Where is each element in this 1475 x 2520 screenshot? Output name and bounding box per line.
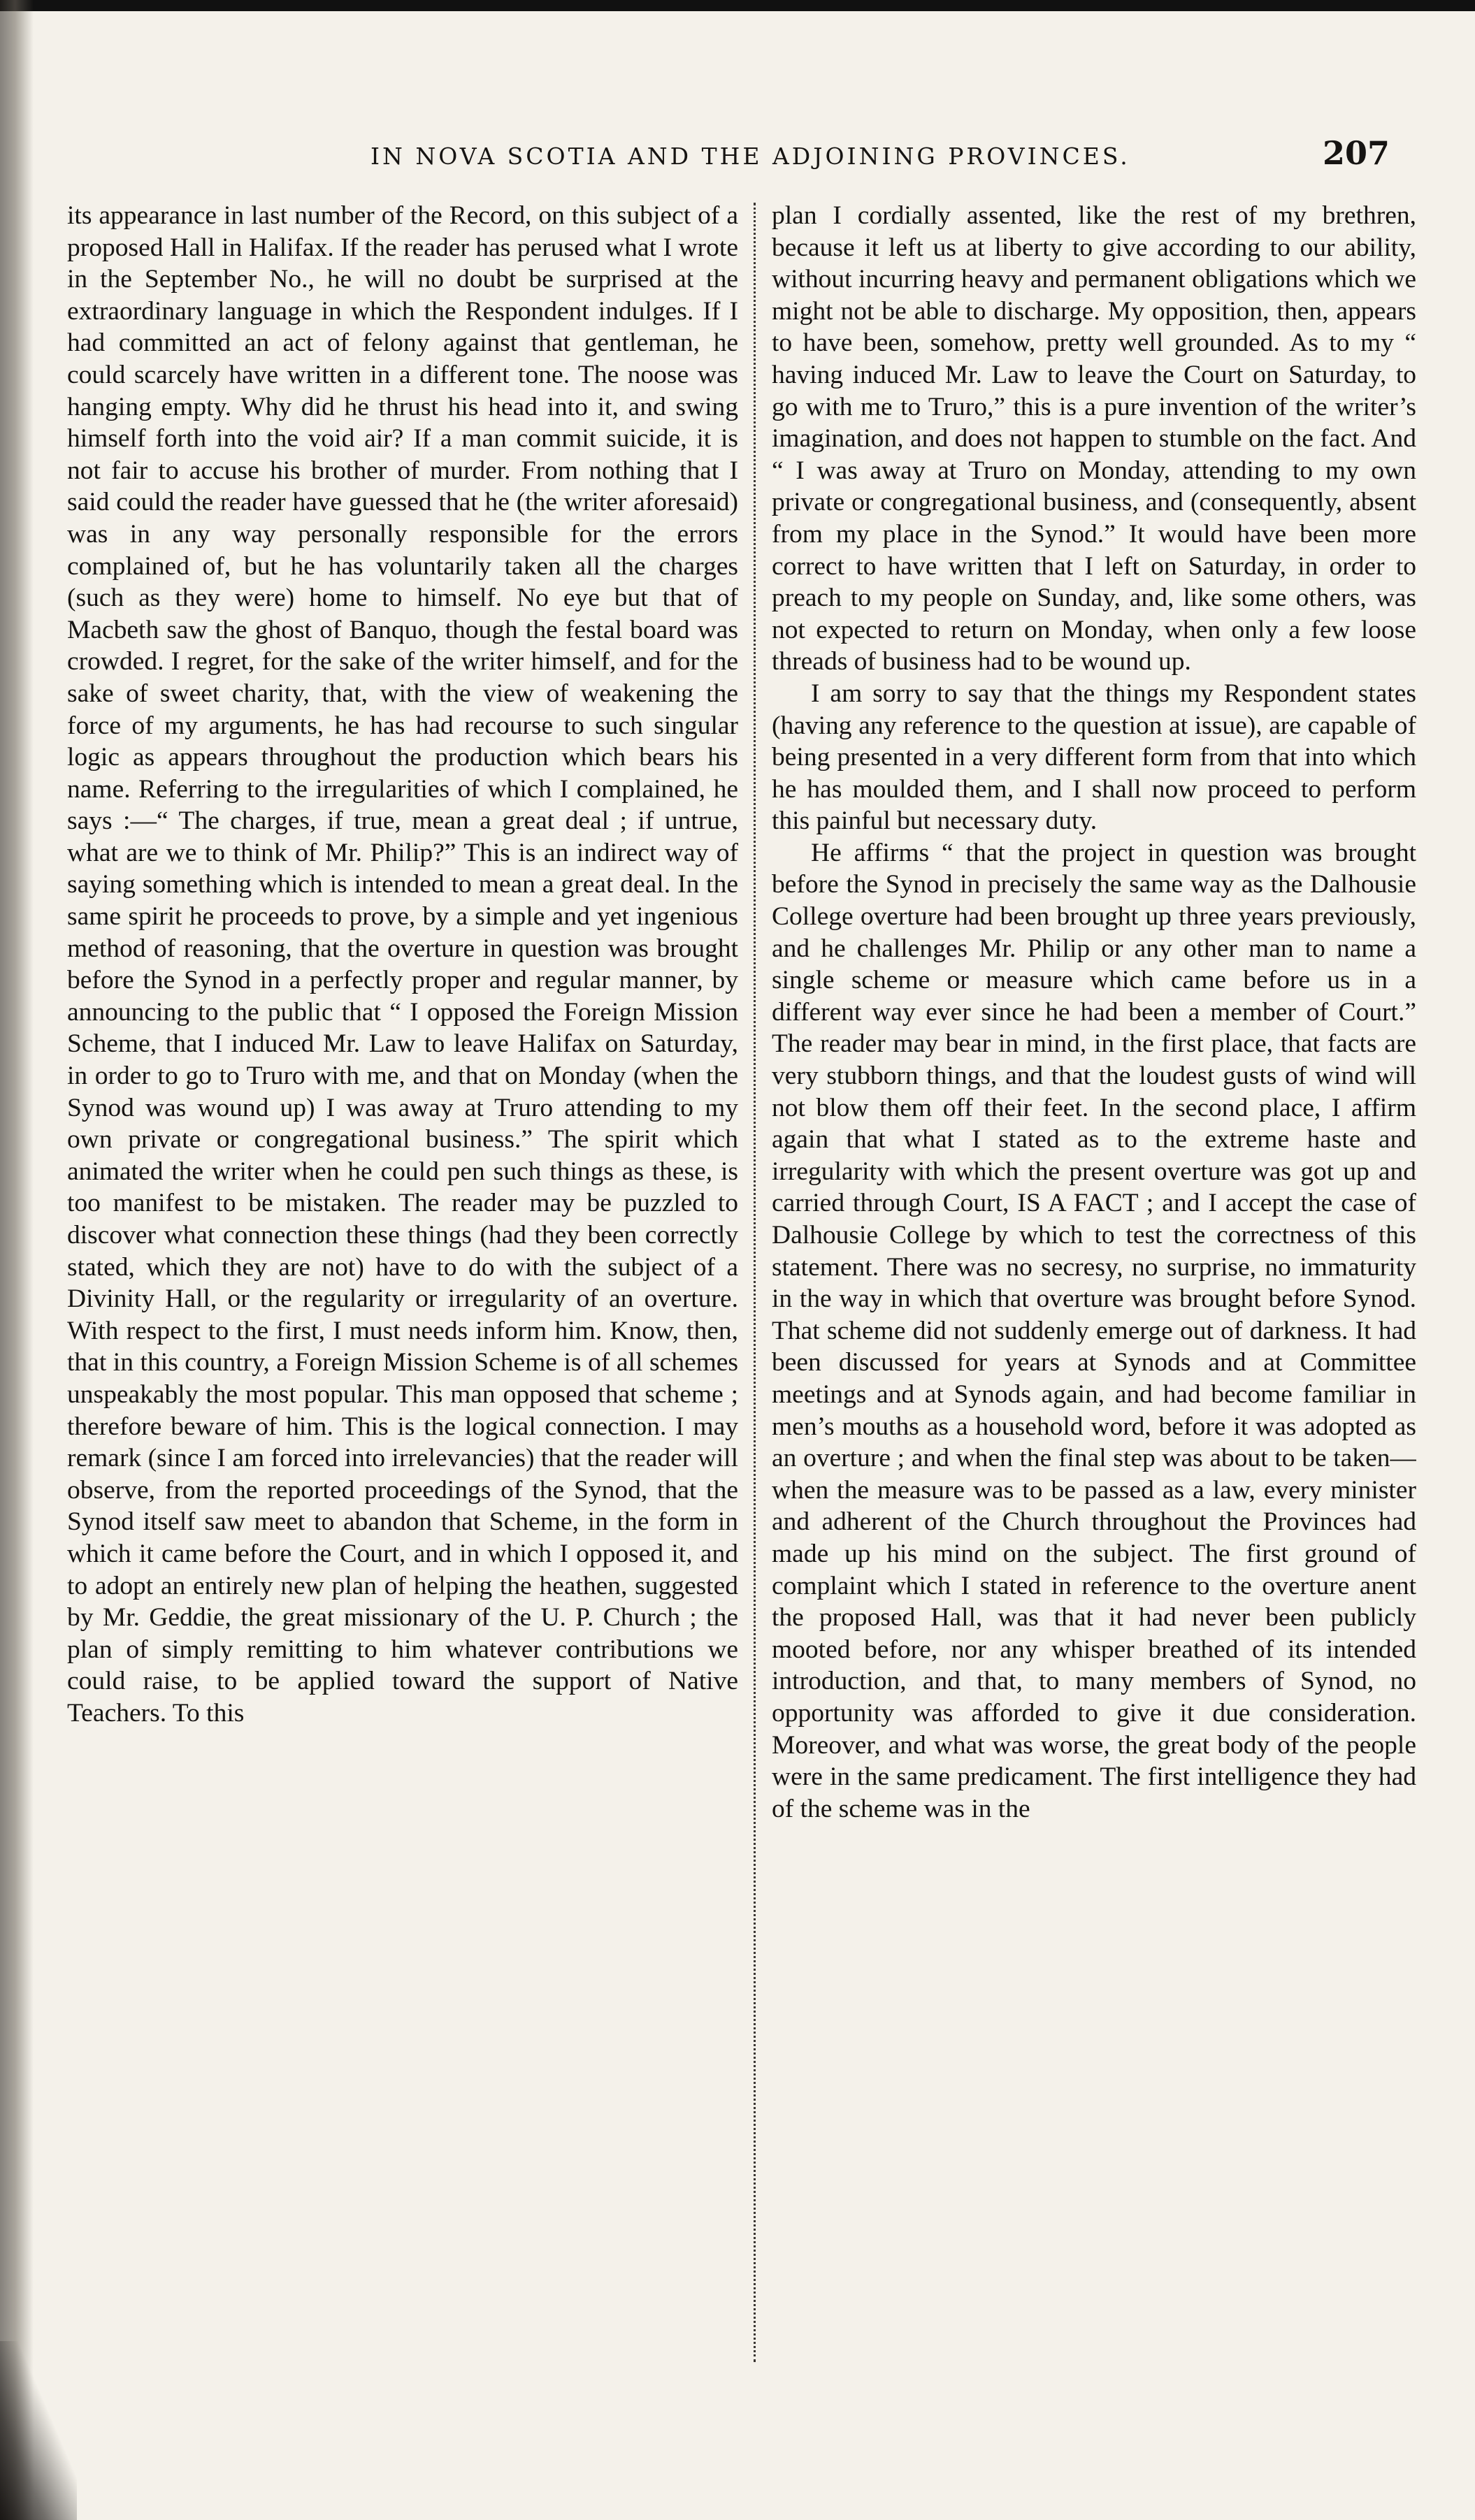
page-number: 207 <box>1322 134 1390 172</box>
top-rule <box>0 0 1475 11</box>
right-column <box>772 200 1416 2366</box>
paragraph: its appearance in last number of the Record, on this subject of a proposed Hall in Halifax. If the reader has perused what I wrote in the September No., he will no doubt be surprised at the extraordinary language in which the Respondent indulges. If I had committed an act of felony against that gentleman, he could scarcely have written in a different tone. The noose was hanging empty. Why did he thrust his head into it, and swing himself forth into the void air? If a man commit suicide, it is not fair to accuse his brother of murder. From nothing that I said could the reader have guessed that he (the writer aforesaid) was in any way personally responsible for the errors complained of, but he has voluntarily taken all the charges (such as they were) home to himself. No eye but that of Macbeth saw the ghost of Banquo, though the festal board was crowded. I regret, for the sake of the writer himself, and for the sake of sweet charity, that, with the view of weakening the force of my arguments, he has had recourse to such singular logic as appears throughout the production which bears his name. Referring to the irregularities of which I complained, he says :—“ The charges, if true, mean a great deal ; if untrue, what are we to think of Mr. Philip?” This is an indirect way of saying something which is intended to mean a great deal. In the same spirit he proceeds to prove, by a simple and yet ingenious method of reasoning, that the overture in question was brought before the Synod in a perfectly proper and regular manner, by announcing to the public that “ I opposed the Foreign Mission Scheme, that I induced Mr. Law to leave Halifax on Saturday, in order to go to Truro with me, and that on Monday (when the Synod was wound up) I was away at Truro attending to my own private or congregational business.” The spirit which animated the writer when he could pen such things as these, is too manifest to be mistaken. The reader may be puzzled to discover what connection these things (had they been correctly stated, which they are not) have to do with the subject of a Divinity Hall, or the regularity or irregularity of an overture. With respect to the first, I must needs inform him. Know, then, that in this country, a Foreign Mission Scheme is of all schemes unspeakably the most popular. This man opposed that scheme ; therefore beware of him. This is the logical connection. I may remark (since I am forced into irrelevancies) that the reader will observe, from the reported proceedings of the Synod, that the Synod itself saw meet to abandon that Scheme, in the form in which it came before the Court, and in which I opposed it, and to adopt an entirely new plan of helping the heathen, suggested by Mr. Geddie, the great missionary of the U. P. Church ; the plan of simply remitting to him whatever contributions we could raise, to be applied toward the support of Native Teachers. To this <box>67 201 738 1728</box>
paragraph: I am sorry to say that the things my Respondent states (having any reference to the question at issue), are capable of being presented in a very different form from that into which he has moulded them, and I shall now proceed to perform this painful but necessary duty. <box>772 679 1416 836</box>
page-corner-shadow <box>0 2341 77 2520</box>
paragraph: plan I cordially assented, like the rest of my brethren, because it left us at liberty to give according to our ability, without incurring heavy and permanent obligations which we might not be able to discharge. My opposition, then, appears to have been, somehow, pretty well grounded. As to my “ having induced Mr. Law to leave the Court on Saturday, to go with me to Truro,” this is a pure invention of the writer’s imagination, and does not happen to stumble on the fact. And “ I was away at Truro on Monday, attending to my own private or congregational business, and (consequently, absent from my place in the Synod.” It would have been more correct to have written that I left on Saturday, in order to preach to my people on Sunday, and, like some others, was not expected to return on Monday, when only a few loose threads of business had to be wound up. <box>772 201 1416 676</box>
running-head: IN NOVA SCOTIA AND THE ADJOINING PROVINCES. <box>370 143 1130 170</box>
left-column <box>67 200 738 2366</box>
column-divider <box>754 203 756 2362</box>
page-header <box>140 134 1398 180</box>
page-spine-shadow <box>0 0 34 2520</box>
paragraph: He affirms “ that the project in question was brought before the Synod in precisely the same way as the Dalhousie College overture had been brought up three years previously, and he challenges Mr. Philip or any other man to name a single scheme or measure which came before us in a different way ever since he had been a member of Court.” The reader may bear in mind, in the first place, that facts are very stubborn things, and that the loudest gusts of wind will not blow them off their feet. In the second place, I affirm again that what I stated as to the extreme haste and irregularity with which the present overture was got up and carried through Court, IS A FACT ; and I accept the case of Dalhousie College by which to test the correctness of this statement. There was no secresy, no surprise, no immaturity in the way in which that overture was brought before Synod. That scheme did not suddenly emerge out of darkness. It had been discussed for years at Synods and at Committee meetings and at Synods again, and had become familiar in men’s mouths as a household word, before it was adopted as an overture ; and when the final step was about to be taken—when the measure was to be passed as a law, every minister and adherent of the Church throughout the Provinces had made up his mind on the subject. The first ground of complaint which I stated in reference to the overture anent the proposed Hall, was that it had never been publicly mooted before, nor any whisper breathed of its intended introduction, and that, to many members of Synod, no opportunity was afforded to give it due consideration. Moreover, and what was worse, the great body of the people were in the same predicament. The first intelligence they had of the scheme was in the <box>772 838 1416 1823</box>
